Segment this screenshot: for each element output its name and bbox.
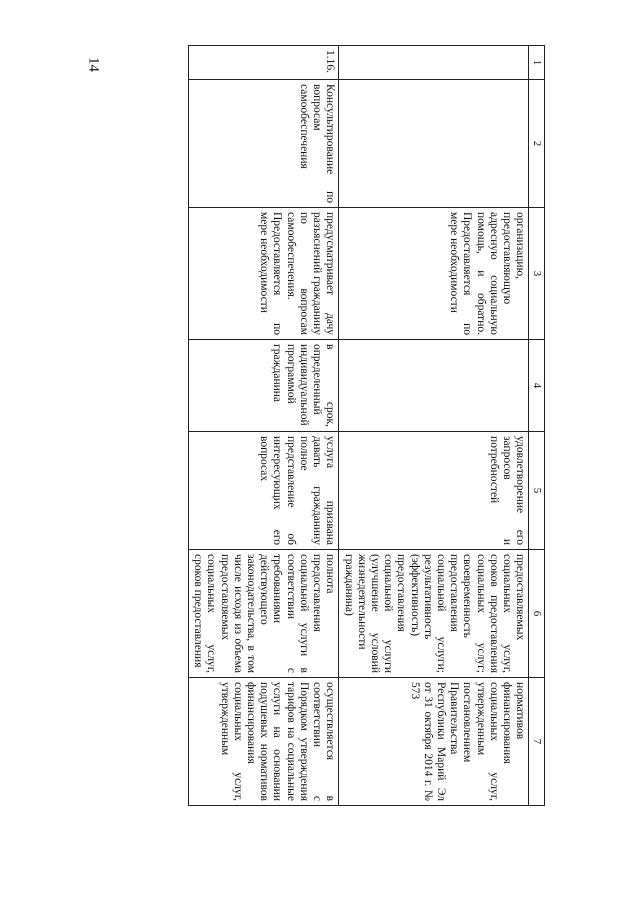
rotated-table-container: [95, 45, 545, 805]
service-name: [339, 80, 529, 208]
column-header: 6: [529, 550, 545, 678]
row-number: [339, 46, 529, 80]
service-timing: в срок, определенный индивидуальной программой гражданина: [188, 340, 338, 432]
row-number: 1.16.: [188, 46, 338, 80]
service-name: Консультирование по вопросам самообеспечения: [188, 80, 338, 208]
column-header: 5: [529, 432, 545, 550]
column-header: 2: [529, 80, 545, 208]
service-description: предусматривает дачу разъяснений гражданину по вопросам самообеспечения. Предоставляется по мере необходимости: [188, 208, 338, 340]
column-header: 7: [529, 678, 545, 806]
service-description: организацию, предоставляющую адресную социальную помощь, и обратно. Предоставляется по мере необходимости: [339, 208, 529, 340]
service-norm: удовлетворение его запросов и потребностей: [339, 432, 529, 550]
service-timing: [339, 340, 529, 432]
header-row: [529, 46, 545, 806]
column-header: 4: [529, 340, 545, 432]
service-norm: услуга призвана давать гражданину полное представление об интересующих его вопросах: [188, 432, 338, 550]
column-header: 3: [529, 208, 545, 340]
table-row: [339, 46, 529, 806]
column-header: 1: [529, 46, 545, 80]
page-number: 14: [85, 57, 102, 72]
table-row: [188, 46, 338, 806]
services-table: [188, 45, 545, 806]
service-conditions: осуществляется в соответствии с Порядком утверждения тарифов на социальные услуги на основании подушевых нормативов финансирования социальных услуг, утвержденным: [188, 678, 338, 806]
service-quality: полнота предоставления социальной услуги в соответствии с требованиями действующего законодательства, в том числе исходя из объема предоставляемых социальных услуг, сроков предоставления: [188, 550, 338, 678]
service-conditions: нормативов финансирования социальных услуг, утвержденным постановлением Правительства Республики Марий Эл от 31 октября 2014 г. № 573: [339, 678, 529, 806]
service-quality: предоставляемых социальных услуг, сроков предоставления социальных услуг; своевременность предоставления социальной услуги; результативность (эффективность) предоставления социальной услуги (улучшение условий жизнедеятельности гражданина): [339, 550, 529, 678]
